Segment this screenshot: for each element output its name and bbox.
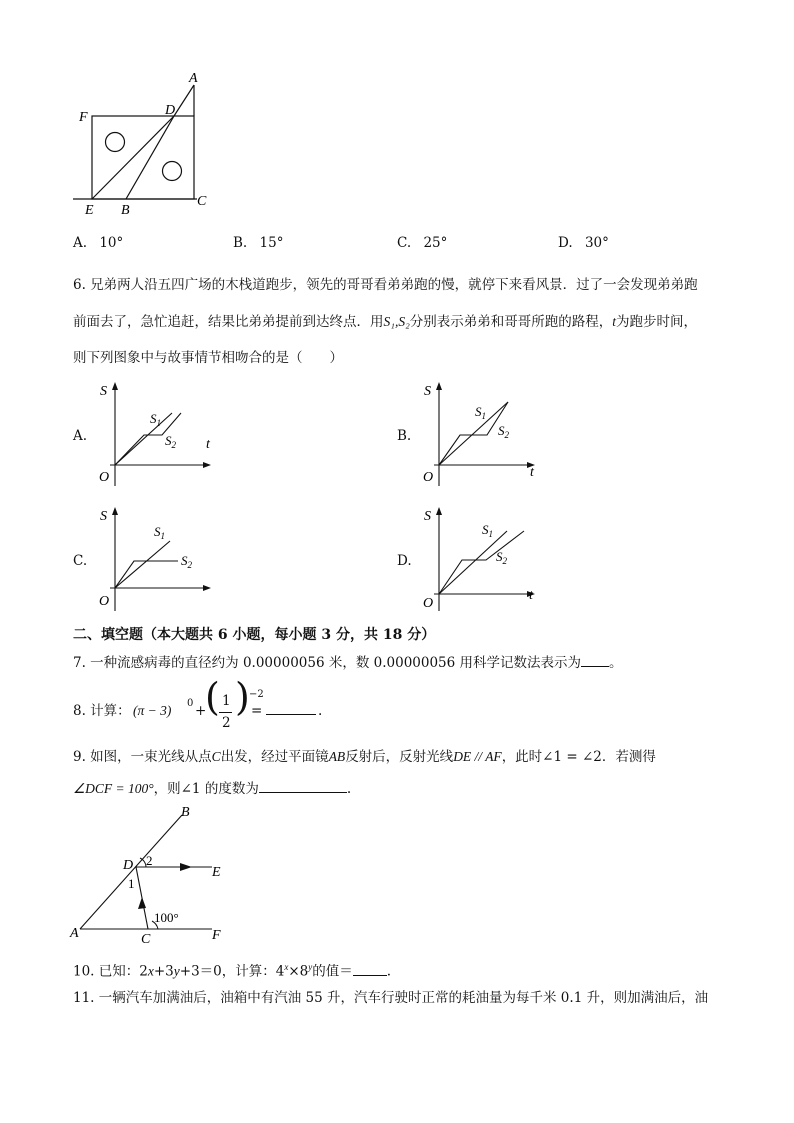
q9-point-c: C	[211, 749, 221, 764]
x-axis-arrow	[203, 462, 211, 468]
q10-text: +3	[153, 963, 174, 980]
label-f: F	[212, 928, 221, 943]
q8-exp0: 0	[187, 698, 194, 709]
option-value: 15°	[259, 235, 284, 251]
axis-label-s: S	[424, 509, 431, 524]
q8-paren-right: )	[235, 675, 250, 719]
option-letter: B.	[233, 235, 248, 251]
q10-var: x	[147, 963, 154, 979]
q8-paren-left: (	[205, 675, 220, 719]
q8-end: .	[318, 703, 323, 719]
axis-label-s: S	[424, 384, 431, 399]
q5-option-d[interactable]	[558, 234, 609, 252]
segment-da	[174, 85, 194, 116]
label-s2: $S_2$	[165, 433, 176, 450]
q7-end: 。	[609, 655, 623, 671]
arrow-cd	[138, 897, 146, 909]
q8-frac-num: 1	[222, 693, 231, 709]
label-a: A	[70, 926, 79, 941]
axis-label-s: S	[100, 384, 107, 399]
q9-angle-dcf: ∠DCF = 100°	[73, 781, 154, 796]
q10-exp: x	[284, 962, 289, 972]
option-letter: A.	[73, 235, 88, 251]
axis-label-t: t	[529, 588, 533, 603]
axis-label-s: S	[100, 509, 107, 524]
y-axis-arrow	[112, 507, 118, 515]
q10-text: ×8	[288, 963, 309, 980]
q9-mirror-ab: AB	[328, 749, 346, 764]
axis-label-t: t	[206, 437, 210, 452]
label-s1: $S_1$	[150, 411, 161, 428]
q8-exp-neg: −2	[249, 689, 264, 700]
label-e: E	[85, 203, 94, 218]
q9-text: 反射后，反射光线	[345, 749, 454, 765]
question-10	[73, 958, 391, 981]
origin-label: O	[423, 470, 434, 485]
q6-vars: S₁,S₂	[383, 314, 410, 329]
q10-text: 的值＝	[312, 963, 353, 980]
q9-text: 出发，经过平面镜	[220, 749, 329, 765]
label-angle-100: 100°	[154, 910, 179, 925]
section-title: 二、填空题（本大题共 6 小题，每小题 3 分，共 18 分）	[73, 627, 436, 643]
q10-end: .	[386, 963, 392, 980]
q9-end: .	[346, 781, 352, 797]
q9-text: 9. 如图，一束光线从点	[73, 749, 212, 765]
y-axis-arrow	[436, 382, 442, 390]
curve-s2	[439, 531, 524, 594]
label-b: B	[121, 203, 130, 218]
curve-s1	[115, 413, 172, 465]
q7-text: 7. 一种流感病毒的直径约为 0.00000056 米，数 0.00000056 用科学记数法表示为	[73, 655, 582, 671]
rectangle-paper	[92, 116, 194, 199]
origin-label: O	[99, 594, 110, 609]
q6-line-3: 则下列图象中与故事情节相吻合的是（ ）	[73, 350, 343, 366]
y-axis-arrow	[436, 507, 442, 515]
option-letter: C.	[397, 235, 412, 251]
q8-eq: =	[251, 703, 263, 719]
label-angle-2: 2	[146, 853, 153, 868]
circle-left	[106, 133, 125, 152]
axis-label-t: t	[530, 465, 534, 480]
q6-line-2	[73, 313, 697, 331]
question-7	[73, 654, 623, 672]
label-s1: $S_1$	[154, 524, 165, 541]
option-value: 30°	[584, 235, 609, 251]
q5-figure	[60, 65, 220, 220]
q10-exp: y	[308, 962, 313, 972]
q6-graph-a[interactable]	[90, 378, 220, 488]
q8-plus: +	[195, 703, 207, 719]
label-s2: $S_2$	[496, 549, 507, 566]
origin-label: O	[99, 470, 110, 485]
curve-s1	[115, 541, 170, 588]
label-s2: $S_2$	[498, 423, 509, 440]
label-f: F	[79, 110, 88, 125]
q6-text: 分别表示弟弟和哥哥所跑的路程，	[409, 314, 613, 330]
q6-text: 为跑步时间，	[616, 314, 698, 330]
q8-frac-bar	[219, 712, 232, 713]
q9-figure	[66, 803, 246, 948]
q10-text: 10. 已知：2	[73, 963, 148, 980]
option-letter: D.	[558, 235, 573, 251]
q5-option-b[interactable]	[233, 234, 283, 252]
q9-text: ，此时∠1 = ∠2．若测得	[501, 749, 656, 765]
label-e: E	[212, 865, 221, 880]
q6-graph-d[interactable]	[414, 503, 544, 613]
q6-option-b-label[interactable]: B.	[397, 428, 412, 444]
label-a: A	[189, 71, 198, 86]
answer-blank[interactable]	[266, 702, 316, 715]
q8-frac-den: 2	[222, 715, 231, 731]
q6-text: 前面去了，急忙追赶，结果比弟弟提前到达终点．用	[73, 314, 384, 330]
q6-option-c-label[interactable]: C.	[73, 553, 88, 569]
q8-prefix: 8. 计算：	[73, 703, 131, 719]
label-s1: $S_1$	[475, 404, 486, 421]
label-d: D	[165, 103, 176, 118]
q6-graph-c[interactable]	[90, 503, 220, 613]
label-d: D	[123, 858, 134, 873]
q6-option-d-label[interactable]: D.	[397, 553, 412, 569]
q5-option-a[interactable]	[73, 234, 123, 252]
label-angle-1: 1	[128, 876, 135, 891]
q6-option-a-label[interactable]: A.	[73, 428, 88, 444]
option-value: 10°	[99, 235, 124, 251]
question-9-line-2	[73, 780, 351, 798]
q6-line-1: 6. 兄弟两人沿五四广场的木栈道跑步，领先的哥哥看弟弟跑的慢，就停下来看风景．过了一会发现弟弟跑	[73, 277, 698, 293]
option-value: 25°	[423, 235, 448, 251]
arrow-de	[180, 863, 192, 871]
question-9-line-1	[73, 748, 656, 766]
x-axis-arrow	[203, 585, 211, 591]
answer-blank[interactable]	[581, 654, 609, 667]
q10-var: y	[173, 963, 180, 979]
label-c: C	[197, 194, 207, 209]
q5-option-c[interactable]	[397, 234, 447, 252]
circle-right	[163, 162, 182, 181]
y-axis-arrow	[112, 382, 118, 390]
q9-text: ，则∠1 的度数为	[153, 781, 259, 797]
q9-parallel: DE // AF	[453, 749, 502, 764]
answer-blank[interactable]	[353, 963, 387, 976]
label-s2: $S_2$	[181, 553, 192, 570]
question-11: 11. 一辆汽车加满油后，油箱中有汽油 55 升，汽车行驶时正常的耗油量为每千米 0.1 升，则加满油后，油	[73, 990, 709, 1006]
q6-graph-b[interactable]	[414, 378, 544, 488]
origin-label: O	[423, 596, 434, 611]
answer-blank[interactable]	[259, 780, 347, 793]
label-s1: $S_1$	[482, 522, 493, 539]
q6-var-t: t	[612, 314, 617, 329]
q10-text: +3＝0，计算：4	[179, 963, 285, 980]
label-b: B	[181, 805, 190, 820]
q8-base: (π − 3)	[133, 703, 172, 718]
curve-s2	[115, 561, 178, 588]
label-c: C	[141, 932, 151, 947]
